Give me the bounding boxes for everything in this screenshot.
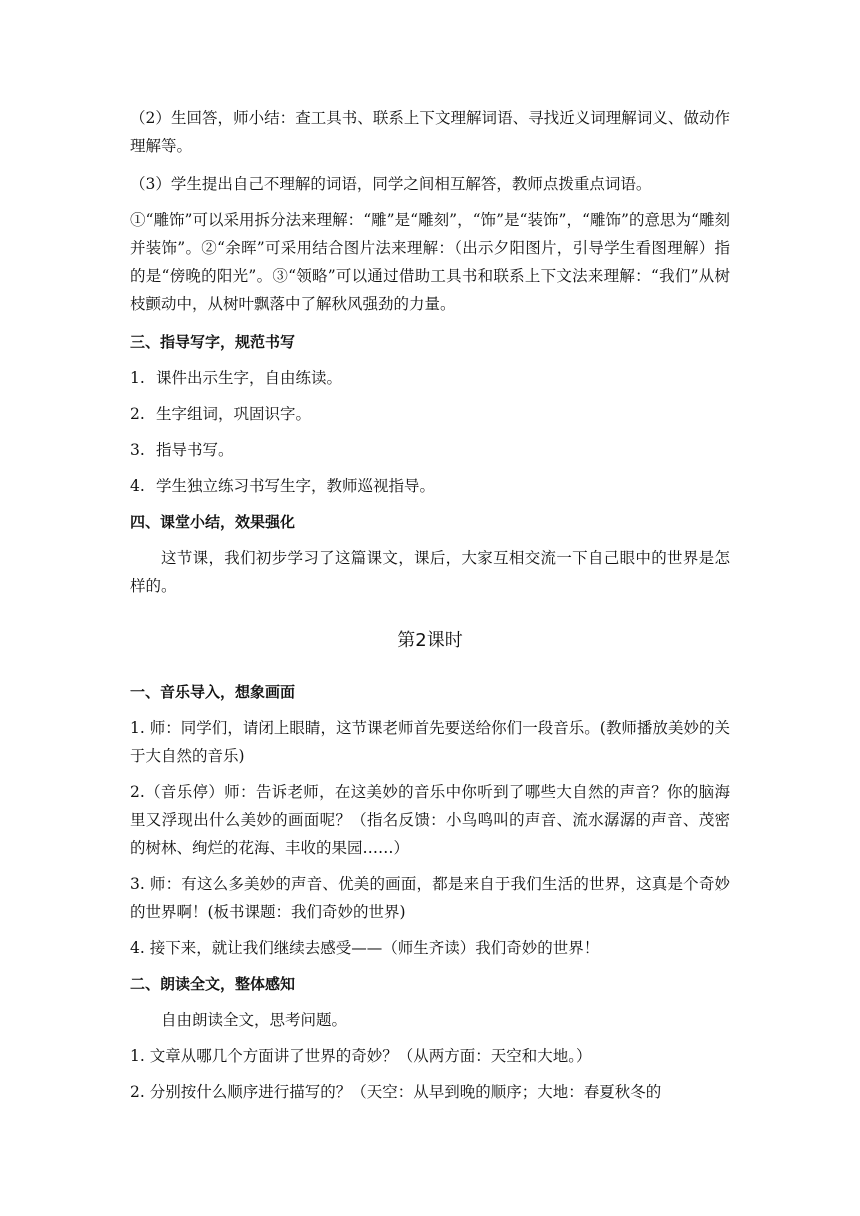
- list-item: 4. 接下来，就让我们继续去感受——（师生齐读）我们奇妙的世界！: [130, 939, 600, 957]
- section-heading-music: 一、音乐导入，想象画面: [130, 683, 296, 701]
- paragraph-student-questions: （3）学生提出自己不理解的词语，同学之间相互解答，教师点拨重点词语。: [130, 175, 652, 193]
- paragraph-answer-summary: （2）生回答，师小结：查工具书、联系上下文理解词语、寻找近义词理解词义、做动作理解等。: [130, 109, 730, 155]
- list-item-text: 课件出示生字，自由练读。: [156, 369, 343, 387]
- section-heading-reading: 二、朗读全文，整体感知: [130, 975, 296, 993]
- list-item-number: 4.: [130, 477, 145, 495]
- list-item: 1. 文章从哪几个方面讲了世界的奇妙？（从两方面：天空和大地。）: [130, 1047, 592, 1065]
- list-item: [130, 436, 730, 464]
- paragraph-class-summary: 这节课，我们初步学习了这篇课文，课后，大家互相交流一下自己眼中的世界是怎样的。: [130, 549, 730, 595]
- section-heading-writing: 三、指导写字，规范书写: [130, 333, 296, 351]
- list-item: [130, 364, 730, 392]
- list-item: [130, 400, 730, 428]
- list-item: 2.（音乐停）师：告诉老师，在这美妙的音乐中你听到了哪些大自然的声音？你的脑海里又浮现出什么美妙的画面呢？（指名反馈：小鸟鸣叫的声音、流水潺潺的声音、茂密的树林、绚烂的花海、丰收的果园……）: [130, 783, 730, 857]
- list-item: 2. 分别按什么顺序进行描写的？（天空：从早到晚的顺序；大地：春夏秋冬的: [130, 1083, 662, 1101]
- list-item-text: 学生独立练习书写生字，教师巡视指导。: [156, 477, 436, 495]
- section-heading-summary: 四、课堂小结，效果强化: [130, 513, 296, 531]
- list-item: 1. 师：同学们，请闭上眼睛，这节课老师首先要送给你们一段音乐。(教师播放美妙的关于大自然的音乐): [130, 719, 730, 765]
- list-item: [130, 472, 730, 500]
- list-item-number: 3.: [130, 441, 145, 459]
- list-item-number: 2.: [130, 405, 145, 423]
- document-page: [130, 104, 730, 1106]
- paragraph-reading-intro: 自由朗读全文，思考问题。: [161, 1011, 348, 1029]
- list-item-number: 1.: [130, 369, 145, 387]
- list-item: 3. 师：有这么多美妙的声音、优美的画面，都是来自于我们生活的世界，这真是个奇妙的世界啊！(板书课题：我们奇妙的世界): [130, 875, 730, 921]
- list-item-text: 生字组词，巩固识字。: [156, 405, 312, 423]
- paragraph-key-words: ①“雕饰”可以采用拆分法来理解：“雕”是“雕刻”，“饰”是“装饰”，“雕饰”的意思为“雕刻并装饰”。②“余晖”可采用结合图片法来理解：（出示夕阳图片，引导学生看图理解）指的是“傍晚的阳光”。③“领略”可以通过借助工具书和联系上下文法来理解：“我们”从树枝颤动中，从树叶飘落中了解秋风强劲的力量。: [130, 211, 730, 313]
- lesson-title: 第2课时: [397, 630, 463, 651]
- list-item-text: 指导书写。: [156, 441, 234, 459]
